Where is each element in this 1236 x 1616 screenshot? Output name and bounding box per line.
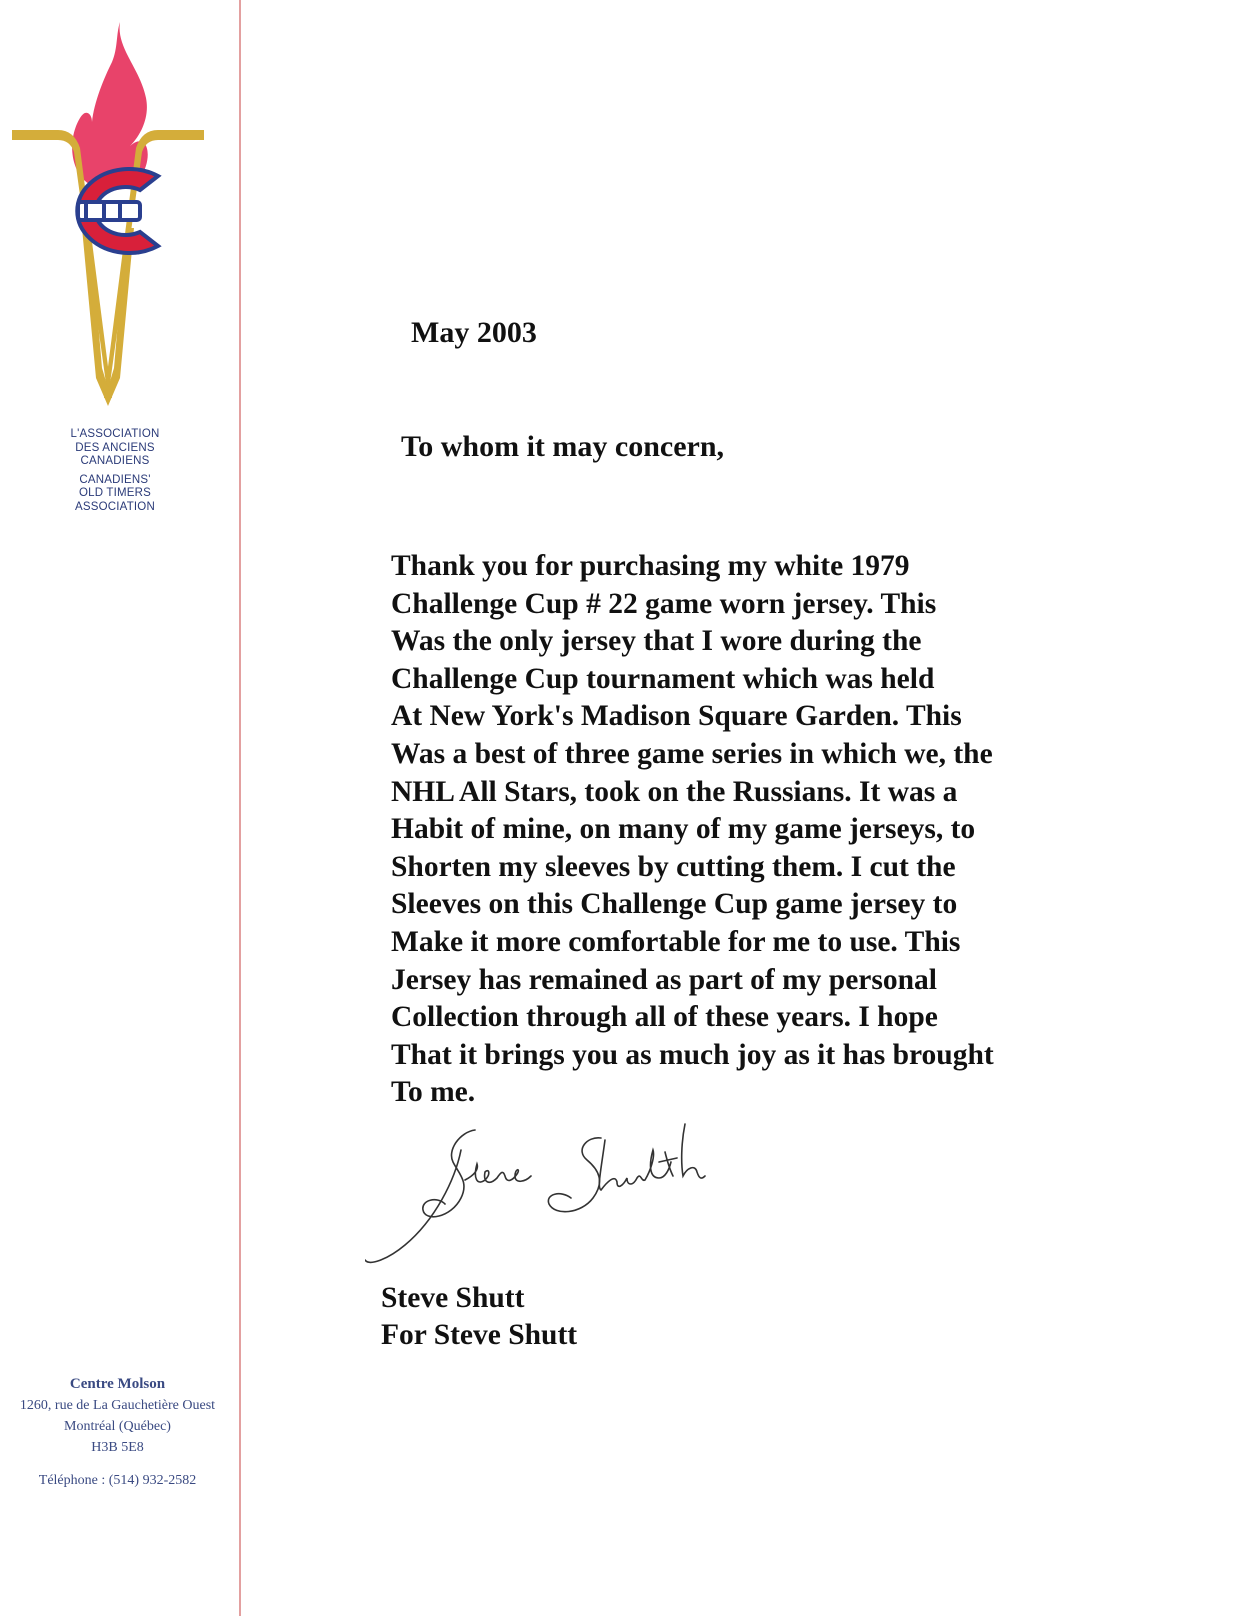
body-line: Thank you for purchasing my white 1979 <box>391 550 910 582</box>
body-line: Sleeves on this Challenge Cup game jersey to <box>391 888 958 921</box>
body-line: Shorten my sleeves by cutting them. I cut the <box>391 850 956 883</box>
salutation: To whom it may concern, <box>401 430 725 463</box>
association-line: CANADIENS <box>80 455 150 467</box>
body-line: NHL All Stars, took on the Russians. It was a <box>391 775 958 808</box>
sidebar-divider <box>239 0 241 1616</box>
letter-body <box>391 548 1131 1112</box>
association-line-en: OLD TIMERS <box>78 487 152 499</box>
body-line: Make it more comfortable for me to use. This <box>391 925 961 958</box>
body-line: Challenge Cup tournament which was held <box>391 662 935 695</box>
body-line: Challenge Cup # 22 game worn jersey. This <box>391 587 937 620</box>
signed-name: Steve Shutt <box>381 1282 525 1314</box>
address-postal: H3B 5E8 <box>91 1440 144 1455</box>
body-line: At New York's Madison Square Garden. This <box>391 700 962 733</box>
association-line: DES ANCIENS <box>75 441 155 454</box>
body-line: Was the only jersey that I wore during the <box>391 625 922 658</box>
body-line: Collection through all of these years. I hope <box>391 1001 938 1034</box>
address-phone: Téléphone : (514) 932-2582 <box>38 1473 197 1488</box>
handwritten-signature <box>365 1120 745 1270</box>
address-street: 1260, rue de La Gauchetière Ouest <box>19 1398 216 1413</box>
body-line: That it brings you as much joy as it has brought <box>391 1038 994 1071</box>
letterhead-address <box>0 1374 235 1491</box>
signed-for: For Steve Shutt <box>381 1319 578 1351</box>
association-line-en: ASSOCIATION <box>75 500 155 513</box>
address-name: Centre Molson <box>69 1376 166 1392</box>
body-line: Habit of mine, on many of my game jerseys, to <box>391 813 976 846</box>
canadiens-torch-logo-icon <box>8 18 218 418</box>
letter-date: May 2003 <box>411 316 537 349</box>
body-line: Jersey has remained as part of my personal <box>391 963 937 996</box>
association-line: L'ASSOCIATION <box>70 428 160 440</box>
association-name <box>40 428 190 519</box>
address-city: Montréal (Québec) <box>64 1419 171 1434</box>
body-line: Was a best of three game series in which we, the <box>391 737 993 770</box>
association-line-en: CANADIENS' <box>79 473 151 486</box>
signature-block <box>381 1280 577 1354</box>
body-line: To me. <box>391 1076 476 1109</box>
